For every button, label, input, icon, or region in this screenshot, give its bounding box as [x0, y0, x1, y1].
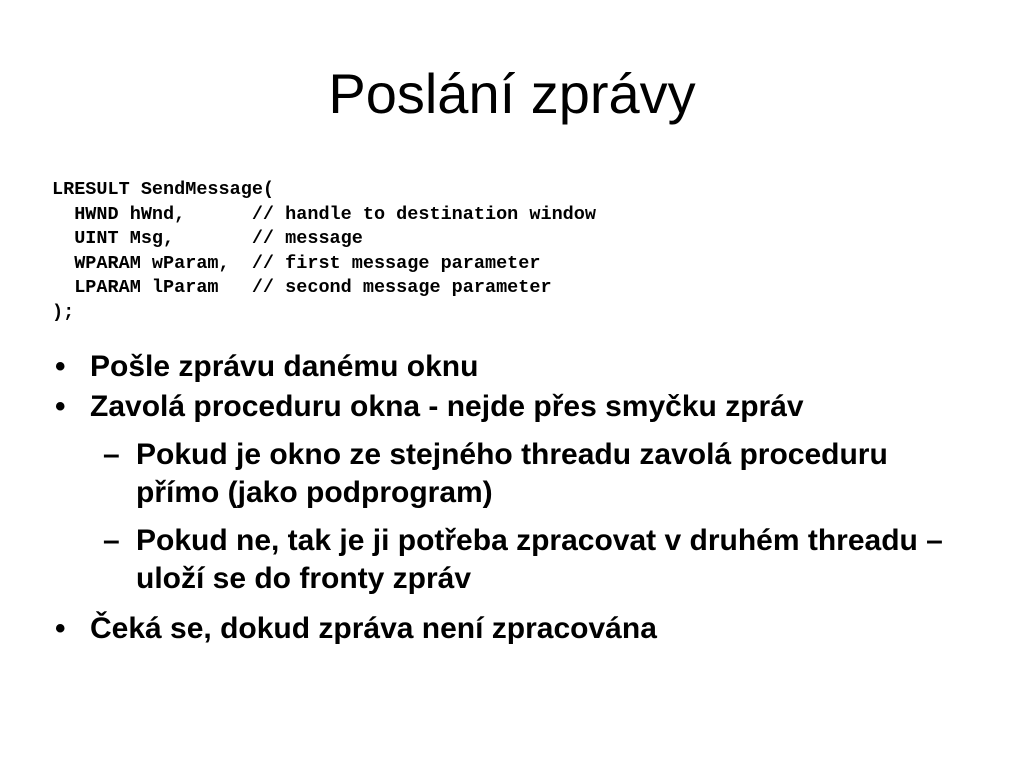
bullet-dot-icon: • — [55, 612, 66, 645]
bullet-text: Pošle zprávu danému oknu — [90, 350, 479, 383]
sub-bullet-text: Pokud ne, tak je ji potřeba zpracovat v druhém threadu – uloží se do fronty zpráv — [136, 524, 943, 595]
slide-title: Poslání zprávy — [328, 62, 696, 125]
sub-bullet-item — [0, 522, 1024, 598]
bullet-dot-icon: • — [55, 390, 66, 423]
dash-icon: – — [103, 524, 120, 557]
sub-bullet-item — [0, 436, 1024, 512]
bullet-list — [0, 348, 1024, 650]
bullet-item — [0, 610, 1024, 648]
bullet-dot-icon: • — [55, 350, 66, 383]
sub-bullet-text: Pokud je okno ze stejného threadu zavolá proceduru přímo (jako podprogram) — [136, 438, 888, 509]
bullet-item — [0, 388, 1024, 426]
code-block: LRESULT SendMessage( HWND hWnd, // handle to destination window UINT Msg, // message WPARAM wParam, // first message parameter LPARAM lParam // second message parameter ); — [52, 179, 596, 323]
dash-icon: – — [103, 438, 120, 471]
bullet-item — [0, 348, 1024, 386]
bullet-text: Zavolá proceduru okna - nejde přes smyčku zpráv — [90, 390, 804, 423]
bullet-text: Čeká se, dokud zpráva není zpracována — [90, 612, 657, 645]
